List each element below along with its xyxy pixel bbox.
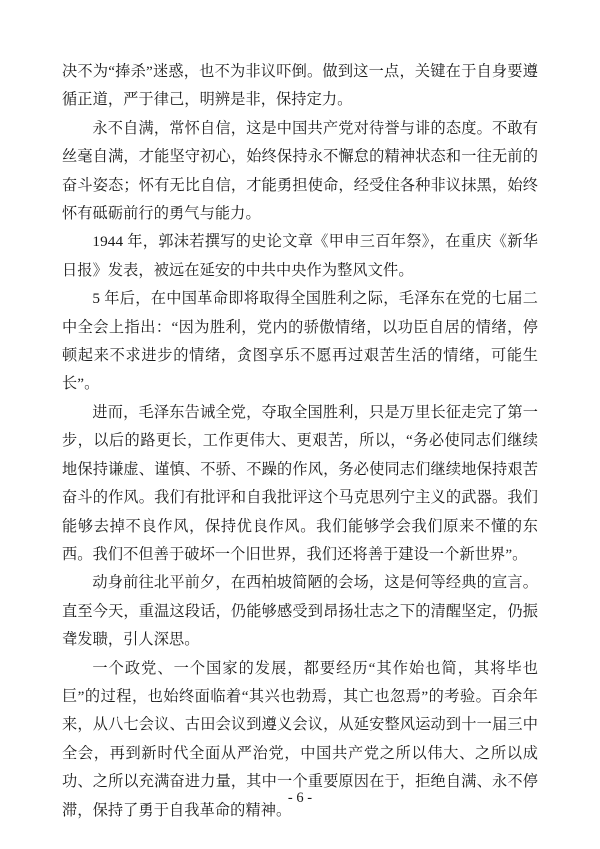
paragraph: 决不为“捧杀”迷惑，也不为非议吓倒。做到这一点，关键在于自身要遵循正道，严于律己，明辨是非，保持定力。 <box>62 63 538 109</box>
paragraph: 永不自满，常怀自信，这是中国共产党对待誉与诽的态度。不敢有丝毫自满，才能坚守初心，始终保持永不懈怠的精神状态和一往无前的奋斗姿态；怀有无比自信，才能勇担使命，经受住各种非议抹黑，始终怀有砥砺前行的勇气与能力。 <box>62 119 538 223</box>
paragraph: 一个政党、一个国家的发展，都要经历“其作始也简，其将毕也巨”的过程，也始终面临着“其兴也勃焉，其亡也忽焉”的考验。百余年来，从八七会议、古田会议到遵义会议，从延安整风运动到十一届三中全会，再到新时代全面从严治党，中国共产党之所以伟大、之所以成功、之所以充满奋进力量，其中一个重要原因在于，拒绝自满、永不停滞，保持了勇于自我革命的精神。 <box>62 659 538 819</box>
page-number: - 6 - <box>287 790 313 806</box>
paragraph: 1944 年，郭沫若撰写的史论文章《甲申三百年祭》，在重庆《新华日报》发表，被远在延安的中共中央作为整风文件。 <box>62 233 538 279</box>
paragraph: 动身前往北平前夕，在西柏坡简陋的会场，这是何等经典的宣言。直至今天，重温这段话，仍能够感受到昂扬壮志之下的清醒坚定，仍振聋发聩，引人深思。 <box>62 574 538 649</box>
paragraph: 5 年后，在中国革命即将取得全国胜利之际，毛泽东在党的七届二中全会上指出：“因为胜利，党内的骄傲情绪，以功臣自居的情绪，停顿起来不求进步的情绪，贪图享乐不愿再过艰苦生活的情绪，可能生长”。 <box>62 290 538 393</box>
page-body <box>62 58 538 825</box>
paragraph: 进而，毛泽东告诫全党，夺取全国胜利，只是万里长征走完了第一步，以后的路更长，工作更伟大、更艰苦，所以，“务必使同志们继续地保持谦虚、谨慎、不骄、不躁的作风，务必使同志们继续地保持艰苦奋斗的作风。我们有批评和自我批评这个马克思列宁主义的武器。我们能够去掉不良作风，保持优良作风。我们能够学会我们原来不懂的东西。我们不但善于破坏一个旧世界，我们还将善于建设一个新世界”。 <box>62 403 538 563</box>
